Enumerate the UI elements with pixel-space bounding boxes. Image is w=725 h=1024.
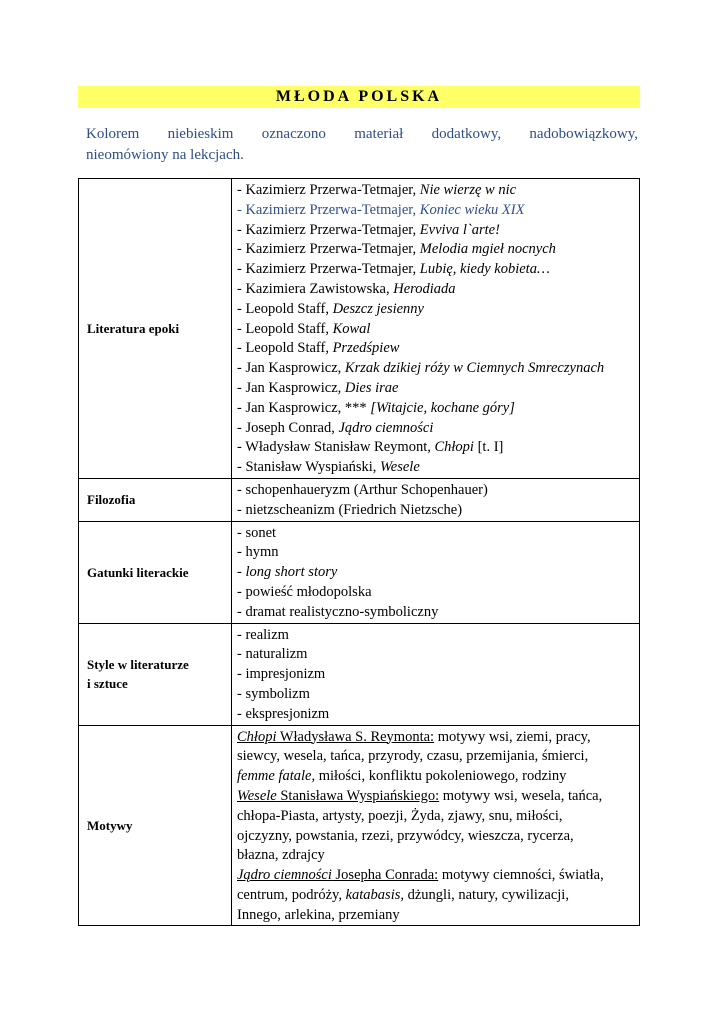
work-title: Evviva l`arte! <box>419 221 500 238</box>
work-author: - Leopold Staff, <box>237 340 333 357</box>
motif-text: motywy wsi, ziemi, pracy, <box>434 728 591 745</box>
work-author: - Kazimierz Przerwa-Tetmajer, <box>237 261 420 278</box>
list-item <box>237 379 635 399</box>
row-label-gatunki: Gatunki literackie <box>79 521 232 623</box>
motywy-wesele-line-1 <box>237 787 635 807</box>
list-item <box>237 320 635 340</box>
list-item: - realizm <box>237 626 289 643</box>
work-author: - Jan Kasprowicz, <box>237 360 345 377</box>
intro-line-1: Kolorem niebieskim oznaczono materiał dodatkowy, nadobowiązkowy, <box>86 126 638 142</box>
work-author: Stanisława Wyspiańskiego: <box>276 787 440 804</box>
work-author: - Kazimierz Przerwa-Tetmajer, <box>237 182 420 198</box>
title-banner <box>78 86 640 108</box>
list-item <box>237 359 635 379</box>
row-label-style-line-2: i sztuce <box>87 676 128 692</box>
work-title: Wesele <box>380 459 420 476</box>
list-item <box>237 339 635 359</box>
work-title: Deszcz jesienny <box>332 300 424 317</box>
list-item <box>237 399 635 419</box>
work-title: Jądro ciemności <box>237 867 332 884</box>
work-author: - Leopold Staff, <box>237 300 333 317</box>
row-motywy <box>79 725 640 926</box>
list-item: - impresjonizm <box>237 666 326 683</box>
list-item <box>237 438 635 458</box>
work-title: Herodiada <box>393 280 456 297</box>
motywy-chlopi-line-3 <box>237 767 635 787</box>
list-item: - sonet <box>237 524 277 541</box>
literatura-list <box>232 179 640 479</box>
motywy-wesele-line-2: chłopa-Piasta, artysty, poezji, Żyda, zjawy, snu, miłości, <box>237 807 563 824</box>
list-item: - ekspresjonizm <box>237 705 330 722</box>
list-item <box>237 458 635 478</box>
motywy-chlopi-line-2: siewcy, wesela, tańca, przyrody, czasu, przemijania, śmierci, <box>237 748 589 765</box>
row-filozofia <box>79 478 640 521</box>
work-title: Lubię, kiedy kobieta… <box>419 261 550 278</box>
work-author: - Jan Kasprowicz, <box>237 379 345 396</box>
work-author: - Stanisław Wyspiański, <box>237 459 381 476</box>
work-title: Chłopi <box>237 728 277 745</box>
motif-text: motywy ciemności, światła, <box>438 867 604 884</box>
work-author: - Jan Kasprowicz, *** <box>237 399 371 416</box>
work-title: Dies irae <box>344 379 399 396</box>
list-item: - nietzscheanizm (Friedrich Nietzsche) <box>237 501 463 518</box>
work-title: Krzak dzikiej róży w Ciemnych Smreczynach <box>344 360 605 377</box>
work-title: Chłopi <box>434 439 474 456</box>
row-label-motywy: Motywy <box>79 725 232 926</box>
motywy-jadro-line-1 <box>237 866 635 886</box>
list-item <box>237 300 635 320</box>
motif-text: centrum, podróży, <box>237 886 346 903</box>
motywy-wesele-line-3: ojczyzny, powstania, rzezi, przywódcy, wieszcza, rycerza, <box>237 827 574 844</box>
intro-note <box>86 124 638 166</box>
motywy-wesele-line-4: błazna, zdrajcy <box>237 847 325 864</box>
motywy-jadro-line-3: Innego, arlekina, przemiany <box>237 906 400 923</box>
motywy-chlopi-line-1 <box>237 728 635 748</box>
work-author: - Kazimiera Zawistowska, <box>237 280 394 297</box>
work-title: Nie wierzę w nic <box>419 182 517 198</box>
row-label-filozofia: Filozofia <box>79 478 232 521</box>
list-item: - hymn <box>237 544 279 561</box>
list-item <box>237 419 635 439</box>
work-author: Josepha Conrada: <box>331 867 439 884</box>
work-title: Kowal <box>332 320 371 337</box>
list-item: - naturalizm <box>237 646 308 663</box>
motif-term: femme fatale <box>237 768 312 785</box>
gatunki-list <box>232 521 640 623</box>
work-title: Melodia mgieł nocnych <box>419 241 556 258</box>
row-label-literatura: Literatura epoki <box>79 179 232 479</box>
list-item <box>237 221 635 241</box>
motif-text: , dżungli, natury, cywilizacji, <box>400 886 569 903</box>
filozofia-list <box>232 478 640 521</box>
work-author: - Joseph Conrad, <box>237 419 339 436</box>
work-author: Władysława S. Reymonta: <box>276 728 435 745</box>
row-gatunki <box>79 521 640 623</box>
page-title: MŁODA POLSKA <box>275 88 443 105</box>
work-title: Przedśpiew <box>332 340 400 357</box>
work-note: [t. I] <box>473 439 504 456</box>
row-label-style <box>79 623 232 725</box>
work-author: - Leopold Staff, <box>237 320 333 337</box>
motywy-list <box>232 725 640 926</box>
list-item: - symbolizm <box>237 685 310 702</box>
work-author: - Władysław Stanisław Reymont, <box>237 439 435 456</box>
list-item: - long short story <box>237 564 338 581</box>
work-title: Jądro ciemności <box>338 419 434 436</box>
list-item: - dramat realistyczno-symboliczny <box>237 603 439 620</box>
motif-text: , miłości, konfliktu pokoleniowego, rodziny <box>311 768 567 785</box>
list-item <box>237 201 635 221</box>
list-item <box>237 260 635 280</box>
list-item: - powieść młodopolska <box>237 583 372 600</box>
motif-text: motywy wsi, wesela, tańca, <box>439 787 603 804</box>
list-item <box>237 240 635 260</box>
intro-line-2: nieomówiony na lekcjach. <box>86 147 244 163</box>
style-list <box>232 623 640 725</box>
motywy-jadro-line-2 <box>237 886 635 906</box>
work-title: Wesele <box>237 787 277 804</box>
list-item <box>237 280 635 300</box>
work-title: [Witajcie, kochane góry] <box>370 399 515 416</box>
list-item <box>237 181 635 201</box>
work-author: - Kazimierz Przerwa-Tetmajer, <box>237 201 420 218</box>
row-literatura <box>79 179 640 479</box>
work-author: - Kazimierz Przerwa-Tetmajer, <box>237 221 420 238</box>
row-style <box>79 623 640 725</box>
work-title: Koniec wieku XIX <box>419 201 525 218</box>
summary-table <box>78 178 640 926</box>
list-item: - schopenhaueryzm (Arthur Schopenhauer) <box>237 481 488 498</box>
row-label-style-line-1: Style w literaturze <box>87 657 189 673</box>
work-author: - Kazimierz Przerwa-Tetmajer, <box>237 241 420 258</box>
motif-term: katabasis <box>345 886 401 903</box>
